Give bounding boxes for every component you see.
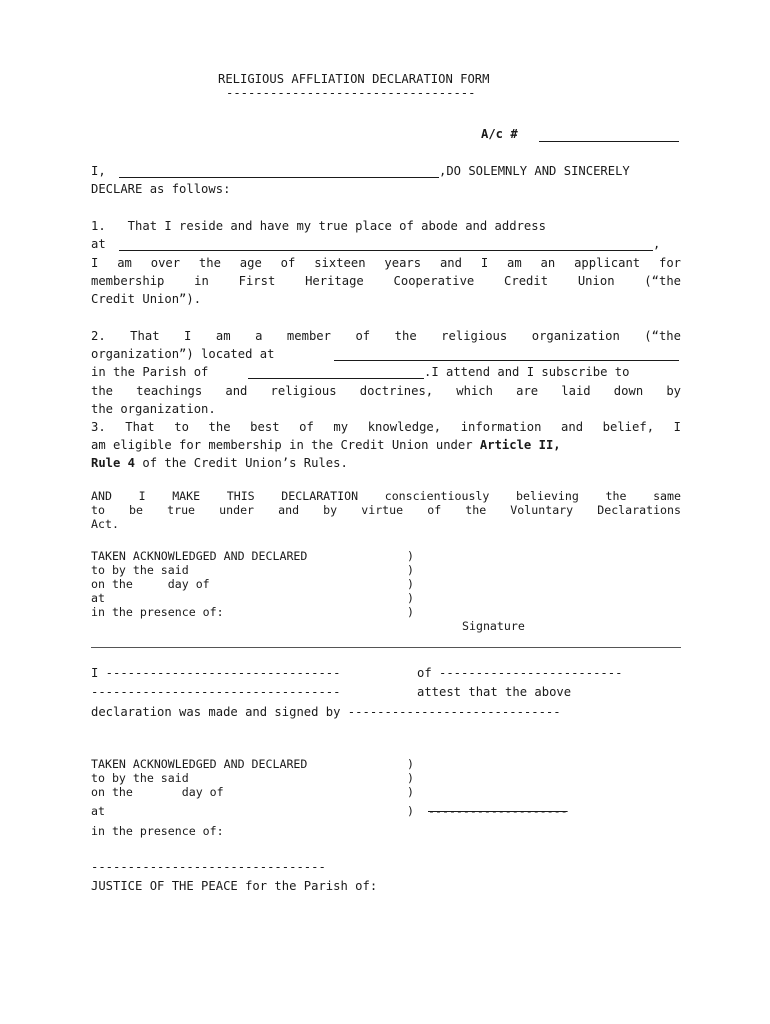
intro-suffix: ,DO SOLEMNLY AND SINCERELY (439, 164, 630, 178)
bracket: ) (407, 771, 414, 785)
bracket: ) (407, 605, 414, 619)
taken-2-line-5: in the presence of: (91, 824, 224, 838)
taken-2-line-1: TAKEN ACKNOWLEDGED AND DECLARED (91, 757, 308, 771)
bracket: ) (407, 577, 414, 591)
clause-1-line-5: Credit Union”). (91, 292, 202, 306)
taken-2-line-3: on the day of (91, 785, 224, 799)
clause-3-line-2 (91, 438, 561, 452)
account-number-label: A/c # (481, 127, 518, 141)
clause-2-line-2: organization”) located at (91, 347, 275, 361)
attest-line-1-name: I -------------------------------- (91, 666, 341, 680)
bracket: ) (407, 785, 414, 799)
signature-line: -------------------- (428, 804, 568, 818)
justice-signature-line: -------------------------------- (91, 860, 326, 874)
signature-label: Signature (462, 619, 525, 633)
parish-field[interactable] (248, 366, 424, 379)
taken-1-line-3: on the day of (91, 577, 210, 591)
bracket: ) (407, 549, 414, 563)
title-underline: ---------------------------------- (226, 86, 476, 100)
justice-label: JUSTICE OF THE PEACE for the Parish of: (91, 879, 378, 893)
clause-1-line-4: membership in First Heritage Cooperative Credit Union (“the (91, 274, 681, 288)
clause-1-line-3: I am over the age of sixteen years and I am an applicant for (91, 256, 681, 270)
clause-3-line-2-text: am eligible for membership in the Credit Union under (91, 438, 473, 452)
bracket: ) (407, 757, 414, 771)
bracket: ) (407, 563, 414, 577)
taken-1-line-2: to by the said (91, 563, 189, 577)
attest-line-1-of: of ------------------------- (417, 666, 623, 680)
taken-2-line-2: to by the said (91, 771, 189, 785)
declarant-name-field[interactable] (119, 165, 439, 178)
clause-2-line-4: the teachings and religious doctrines, which are laid down by (91, 384, 681, 398)
clause-1-comma: , (653, 237, 661, 251)
declaration-statement-line-3: Act. (91, 517, 119, 531)
taken-1-line-4: at (91, 591, 105, 605)
clause-2-parish-label: in the Parish of (91, 365, 209, 379)
organization-location-field[interactable] (334, 348, 679, 361)
account-number-field[interactable] (539, 129, 679, 142)
clause-1-line-1: 1. That I reside and have my true place of abode and address (91, 219, 546, 233)
declaration-statement-line-1: AND I MAKE THIS DECLARATION conscientiously believing the same (91, 489, 681, 503)
declaration-statement-line-2: to be true under and by virtue of the Voluntary Declarations (91, 503, 681, 517)
clause-3-line-3-text: of the Credit Union’s Rules. (142, 456, 348, 470)
article-reference: Article II, (479, 438, 561, 452)
clause-2-line-5: the organization. (91, 402, 216, 416)
clause-3-line-3 (91, 456, 348, 470)
bracket: ) (407, 591, 414, 605)
clause-2-line-3-suffix: .I attend and I subscribe to (424, 365, 630, 379)
clause-2-line-1: 2. That I am a member of the religious organization (“the (91, 329, 681, 343)
rule-reference: Rule 4 (91, 456, 136, 470)
clause-3-line-1: 3. That to the best of my knowledge, information and belief, I (91, 420, 681, 434)
taken-2-line-4: at (91, 804, 105, 818)
clause-1-at: at (91, 237, 106, 251)
form-title: RELIGIOUS AFFLIATION DECLARATION FORM (218, 72, 490, 86)
taken-1-line-1: TAKEN ACKNOWLEDGED AND DECLARED (91, 549, 308, 563)
intro-line-2: DECLARE as follows: (91, 182, 231, 196)
section-divider (91, 647, 681, 648)
attest-line-3: declaration was made and signed by ----------------------------- (91, 705, 561, 719)
bracket: ) (407, 804, 414, 818)
address-field[interactable] (119, 238, 653, 251)
intro-prefix: I, (91, 164, 106, 178)
attest-line-2-text: attest that the above (417, 685, 572, 699)
taken-1-line-5: in the presence of: (91, 605, 224, 619)
attest-line-2-dashes: ---------------------------------- (91, 685, 341, 699)
